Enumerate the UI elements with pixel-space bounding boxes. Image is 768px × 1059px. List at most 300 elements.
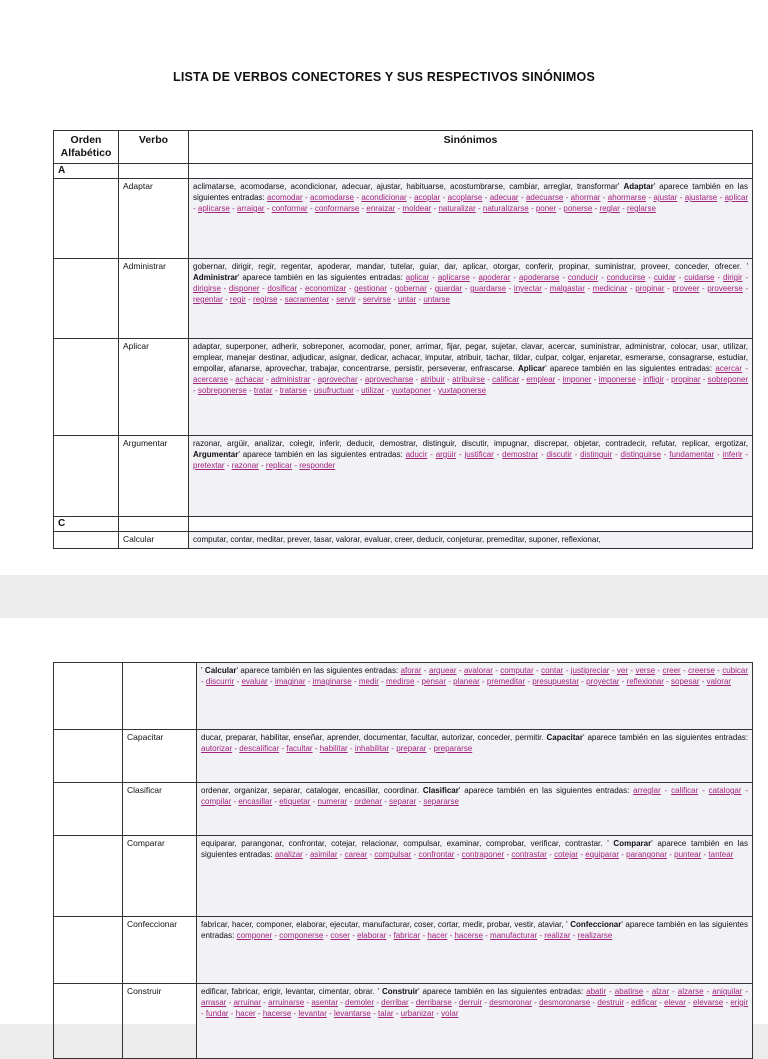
- synonym-link[interactable]: ajustar: [653, 193, 678, 202]
- link-separator: -: [504, 850, 512, 859]
- synonym-link[interactable]: equiparar: [585, 850, 620, 859]
- synonym-link[interactable]: regirse: [253, 295, 278, 304]
- synonym-link[interactable]: planear: [453, 677, 480, 686]
- letter-row: [54, 164, 753, 179]
- synonym-link[interactable]: autorizar: [201, 744, 233, 753]
- synonym-link[interactable]: derribarse: [415, 998, 452, 1007]
- synonym-link[interactable]: demostrar: [502, 450, 539, 459]
- order-cell: [54, 730, 123, 783]
- synonym-link[interactable]: ajustarse: [684, 193, 718, 202]
- synonym-link[interactable]: guardarse: [470, 284, 507, 293]
- synonym-link[interactable]: aplicar: [405, 273, 430, 282]
- link-separator: -: [525, 677, 533, 686]
- link-separator: -: [224, 461, 232, 470]
- link-separator: -: [411, 850, 419, 859]
- synonym-link[interactable]: separarse: [423, 797, 459, 806]
- synonym-link[interactable]: aforar: [400, 666, 422, 675]
- synonym-link[interactable]: levantarse: [333, 1009, 371, 1018]
- synonym-link[interactable]: dosificar: [267, 284, 298, 293]
- synonym-link[interactable]: proyectar: [586, 677, 620, 686]
- synonym-link[interactable]: dirigir: [722, 273, 743, 282]
- verb-cell: Administrar: [119, 259, 189, 339]
- synonyms-cell: [197, 917, 753, 984]
- synonym-link[interactable]: untar: [397, 295, 417, 304]
- synonym-link[interactable]: guardar: [434, 284, 463, 293]
- synonym-link[interactable]: servir: [336, 295, 356, 304]
- synonym-link[interactable]: derruir: [459, 998, 483, 1007]
- link-separator: -: [193, 386, 198, 395]
- synonym-link[interactable]: ordenar: [354, 797, 382, 806]
- link-separator: -: [347, 744, 355, 753]
- synonym-link[interactable]: realizar: [544, 931, 571, 940]
- link-separator: -: [609, 666, 617, 675]
- link-separator: -: [533, 666, 542, 675]
- link-separator: -: [510, 273, 519, 282]
- synonym-link[interactable]: atribuirse: [452, 375, 485, 384]
- synonym-link[interactable]: manufacturar: [490, 931, 538, 940]
- link-separator: -: [590, 998, 598, 1007]
- synonym-link[interactable]: cuidarse: [684, 273, 715, 282]
- synonym-link[interactable]: acercar: [715, 364, 743, 373]
- synonym-link[interactable]: arruinarse: [268, 998, 305, 1007]
- link-separator: -: [416, 295, 424, 304]
- synonym-link[interactable]: etiquetar: [279, 797, 311, 806]
- verb-bold: Argumentar: [193, 450, 239, 459]
- synonym-link[interactable]: elaborar: [357, 931, 387, 940]
- link-separator: -: [578, 677, 587, 686]
- link-separator: -: [660, 786, 672, 795]
- synonym-link[interactable]: elevar: [664, 998, 686, 1007]
- link-separator: -: [413, 375, 421, 384]
- link-separator: -: [635, 375, 644, 384]
- synonym-link[interactable]: premeditar: [486, 677, 526, 686]
- letter-cell: A: [54, 164, 119, 179]
- link-separator: -: [546, 850, 555, 859]
- link-separator: -: [272, 797, 280, 806]
- link-separator: -: [667, 850, 675, 859]
- link-separator: -: [563, 193, 571, 202]
- synonym-link[interactable]: ahormar: [570, 193, 601, 202]
- synonym-link[interactable]: regir: [229, 295, 246, 304]
- synonym-link[interactable]: dirigirse: [193, 284, 222, 293]
- synonym-link[interactable]: untarse: [423, 295, 450, 304]
- link-separator: -: [492, 666, 501, 675]
- synonym-link[interactable]: inferir: [722, 450, 743, 459]
- synonym-link[interactable]: hacerse: [454, 931, 483, 940]
- synonym-link[interactable]: yuxtaponerse: [438, 386, 487, 395]
- empty-cell: [189, 517, 753, 532]
- synonym-link[interactable]: cuidar: [653, 273, 676, 282]
- synonym-link[interactable]: propinar: [671, 375, 701, 384]
- table-row: [54, 179, 753, 259]
- synonym-link[interactable]: descalificar: [239, 744, 280, 753]
- synonym-link[interactable]: elevarse: [692, 998, 724, 1007]
- synonym-link[interactable]: conformar: [271, 204, 308, 213]
- link-separator: -: [193, 204, 198, 213]
- verb-bold: Clasificar: [422, 786, 459, 795]
- link-separator: -: [426, 284, 435, 293]
- synonym-link[interactable]: levantar: [298, 1009, 327, 1018]
- synonym-link[interactable]: abatirse: [614, 987, 644, 996]
- synonym-link[interactable]: numerar: [317, 797, 348, 806]
- synonym-link[interactable]: atribuir: [420, 375, 445, 384]
- synonym-link[interactable]: infligir: [643, 375, 664, 384]
- link-separator: -: [456, 666, 464, 675]
- link-separator: -: [292, 461, 300, 470]
- synonym-link[interactable]: hacer: [235, 1009, 256, 1018]
- synonyms-text: adaptar, superponer, adherir, sobreponer, acomodar, poner, arrimar, fijar, pegar, sujetar, clavar, acercar, suministrar, administrar, colocar, usar, utilizar, emplear, manejar destinar, adjudicar, asignar, dedicar, achacar, imputar, atribuir, tachar, tildar, culpar, colgar, enjaretar, esmerarse, consagrarse, estudiar, empollar, afanarse, aprovechar, trabajar, concentrarse, persistir, perseverar, enfrascarse.: [193, 342, 748, 373]
- synonym-link[interactable]: compulsar: [374, 850, 412, 859]
- synonym-link[interactable]: sobreponer: [707, 375, 749, 384]
- synonym-link[interactable]: contar: [541, 666, 564, 675]
- link-separator: -: [742, 987, 749, 996]
- verb-cell: Confeccionar: [123, 917, 197, 984]
- link-separator: -: [338, 998, 346, 1007]
- synonym-link[interactable]: compilar: [201, 797, 232, 806]
- synonym-link[interactable]: avalorar: [463, 666, 493, 675]
- synonyms-table-page-1: [53, 130, 753, 549]
- synonym-link[interactable]: arrasar: [201, 998, 227, 1007]
- synonyms-text: fabricar, hacer, componer, elaborar, ejecutar, manufacturar, coser, cortar, medir, probar, vestir, ataviar, ': [201, 920, 571, 929]
- link-separator: -: [446, 677, 454, 686]
- synonym-link[interactable]: acondicionar: [361, 193, 407, 202]
- link-separator: -: [677, 193, 685, 202]
- synonym-link[interactable]: contrastar: [511, 850, 547, 859]
- synonym-link[interactable]: asimilar: [309, 850, 338, 859]
- link-separator: -: [431, 204, 439, 213]
- synonym-link[interactable]: justipreciar: [570, 666, 610, 675]
- synonym-link[interactable]: sacramentar: [284, 295, 330, 304]
- synonym-link[interactable]: propinar: [635, 284, 665, 293]
- synonym-link[interactable]: medirse: [385, 677, 415, 686]
- synonyms-text: computar, contar, meditar, prever, tasar, valorar, evaluar, creer, deducir, conjeturar, premeditar, suponer, reflexionar,: [193, 535, 601, 544]
- synonym-link[interactable]: catalogar: [708, 786, 742, 795]
- synonym-link[interactable]: creer: [662, 666, 681, 675]
- synonym-link[interactable]: asentar: [311, 998, 338, 1007]
- synonym-link[interactable]: volar: [441, 1009, 459, 1018]
- synonym-link[interactable]: talar: [378, 1009, 394, 1018]
- synonyms-text: ordenar, organizar, separar, catalogar, encasillar, coordinar.: [201, 786, 423, 795]
- link-separator: -: [302, 850, 310, 859]
- synonym-link[interactable]: erigir: [730, 998, 749, 1007]
- synonym-link[interactable]: discutir: [546, 450, 572, 459]
- synonym-link[interactable]: acercarse: [193, 375, 229, 384]
- synonym-link[interactable]: preparar: [396, 744, 427, 753]
- link-separator: -: [645, 273, 654, 282]
- link-separator: -: [326, 1009, 334, 1018]
- synonym-link[interactable]: moldear: [402, 204, 432, 213]
- synonym-link[interactable]: computar: [500, 666, 534, 675]
- synonym-link[interactable]: hacerse: [262, 1009, 292, 1018]
- synonym-link[interactable]: disponer: [228, 284, 260, 293]
- synonym-link[interactable]: utilizar: [361, 386, 385, 395]
- synonym-link[interactable]: valorar: [706, 677, 732, 686]
- link-separator: -: [346, 284, 355, 293]
- synonym-link[interactable]: reflexionar: [626, 677, 664, 686]
- link-separator: -: [359, 204, 367, 213]
- synonym-link[interactable]: naturalizarse: [482, 204, 529, 213]
- synonyms-cell: [189, 339, 753, 436]
- synonym-link[interactable]: creerse: [688, 666, 715, 675]
- link-separator: -: [367, 850, 375, 859]
- synonym-link[interactable]: pretextar: [193, 461, 225, 470]
- synonym-link[interactable]: proveer: [672, 284, 700, 293]
- link-separator: -: [559, 273, 568, 282]
- link-separator: -: [297, 284, 305, 293]
- link-separator: -: [378, 677, 386, 686]
- link-separator: -: [742, 284, 749, 293]
- link-separator: -: [231, 797, 239, 806]
- synonym-link[interactable]: malgastar: [549, 284, 585, 293]
- synonyms-text: ': [201, 666, 205, 675]
- synonym-link[interactable]: ver: [616, 666, 629, 675]
- synonym-link[interactable]: alzarse: [677, 987, 704, 996]
- synonym-link[interactable]: pensar: [421, 677, 447, 686]
- synonym-link[interactable]: edificar: [631, 998, 657, 1007]
- link-separator: -: [591, 375, 599, 384]
- link-separator: -: [742, 364, 748, 373]
- synonym-link[interactable]: economizar: [304, 284, 347, 293]
- link-separator: -: [541, 284, 550, 293]
- synonym-link[interactable]: conformarse: [314, 204, 360, 213]
- synonym-link[interactable]: distinguir: [580, 450, 613, 459]
- entries-intro: ' aparece también en las siguientes entradas:: [201, 839, 748, 859]
- synonym-link[interactable]: aducir: [405, 450, 428, 459]
- link-separator: -: [714, 666, 723, 675]
- link-separator: -: [456, 450, 465, 459]
- synonym-link[interactable]: administrar: [270, 375, 311, 384]
- link-separator: -: [578, 850, 586, 859]
- link-separator: -: [279, 744, 287, 753]
- synonym-link[interactable]: yuxtaponer: [391, 386, 431, 395]
- link-separator: -: [353, 386, 362, 395]
- synonym-link[interactable]: proveerse: [707, 284, 743, 293]
- link-separator: -: [255, 1009, 263, 1018]
- link-separator: -: [323, 931, 331, 940]
- synonym-link[interactable]: demoler: [345, 998, 375, 1007]
- synonym-link[interactable]: inyectar: [513, 284, 542, 293]
- link-separator: -: [555, 375, 563, 384]
- link-separator: -: [272, 386, 280, 395]
- synonym-link[interactable]: aplicarse: [437, 273, 470, 282]
- link-separator: -: [310, 797, 318, 806]
- synonym-link[interactable]: confrontar: [418, 850, 455, 859]
- synonym-link[interactable]: facultar: [286, 744, 313, 753]
- link-separator: -: [698, 786, 709, 795]
- header-sinonimos: Sinónimos: [189, 131, 753, 164]
- link-separator: -: [475, 204, 483, 213]
- synonym-link[interactable]: sobreponerse: [197, 386, 247, 395]
- link-separator: -: [426, 744, 434, 753]
- synonym-link[interactable]: arruinar: [233, 998, 262, 1007]
- synonym-link[interactable]: gobernar: [394, 284, 427, 293]
- empty-cell: [189, 164, 753, 179]
- synonym-link[interactable]: imaginar: [274, 677, 306, 686]
- synonyms-table-page-2: [53, 662, 753, 1059]
- synonym-link[interactable]: destruir: [597, 998, 625, 1007]
- synonym-link[interactable]: evaluar: [241, 677, 268, 686]
- table-body-2: [54, 663, 753, 1059]
- synonym-link[interactable]: argüir: [435, 450, 457, 459]
- synonym-link[interactable]: responder: [299, 461, 336, 470]
- link-separator: -: [414, 677, 422, 686]
- synonym-link[interactable]: conducirse: [606, 273, 646, 282]
- synonym-link[interactable]: usufructuar: [313, 386, 354, 395]
- synonym-link[interactable]: aprovechar: [317, 375, 358, 384]
- synonym-link[interactable]: habilitar: [319, 744, 348, 753]
- synonym-link[interactable]: calificar: [671, 786, 699, 795]
- synonym-link[interactable]: tantear: [708, 850, 734, 859]
- synonym-link[interactable]: calificar: [492, 375, 520, 384]
- synonym-link[interactable]: derribar: [381, 998, 409, 1007]
- synonym-link[interactable]: regentar: [193, 295, 223, 304]
- verb-cell: Capacitar: [123, 730, 197, 783]
- link-separator: -: [482, 931, 491, 940]
- synonym-link[interactable]: coser: [330, 931, 350, 940]
- link-separator: -: [663, 677, 672, 686]
- entries-intro: ' aparece también en las siguientes entradas:: [458, 786, 634, 795]
- link-separator: -: [592, 204, 600, 213]
- synonym-link[interactable]: imponer: [562, 375, 592, 384]
- synonym-link[interactable]: abatir: [586, 987, 607, 996]
- synonym-link[interactable]: emplear: [526, 375, 556, 384]
- synonym-link[interactable]: puntear: [674, 850, 702, 859]
- synonym-link[interactable]: arreglar: [633, 786, 661, 795]
- synonym-link[interactable]: desmoronarse: [539, 998, 591, 1007]
- synonym-link[interactable]: hacer: [427, 931, 448, 940]
- link-separator: -: [389, 744, 397, 753]
- synonym-link[interactable]: ahormarse: [607, 193, 647, 202]
- link-separator: -: [600, 193, 608, 202]
- link-separator: -: [306, 386, 314, 395]
- synonym-link[interactable]: fundar: [205, 1009, 229, 1018]
- link-separator: -: [201, 677, 206, 686]
- synonym-link[interactable]: reglarse: [627, 204, 656, 213]
- link-separator: -: [538, 450, 547, 459]
- synonyms-cell: [197, 730, 753, 783]
- link-separator: -: [261, 998, 269, 1007]
- synonym-link[interactable]: poner: [535, 204, 557, 213]
- link-separator: -: [700, 375, 708, 384]
- synonym-link[interactable]: verse: [635, 666, 656, 675]
- synonyms-text: edificar, fabricar, erigir, levantar, cimentar, obrar. ': [201, 987, 383, 996]
- link-separator: -: [570, 931, 578, 940]
- synonym-link[interactable]: justificar: [464, 450, 494, 459]
- link-separator: -: [307, 204, 315, 213]
- synonym-link[interactable]: sopesar: [671, 677, 700, 686]
- synonym-link[interactable]: urbanizar: [400, 1009, 435, 1018]
- synonym-link[interactable]: inhabilitar: [354, 744, 390, 753]
- synonym-link[interactable]: prepararse: [433, 744, 473, 753]
- synonym-link[interactable]: medir: [358, 677, 379, 686]
- synonym-link[interactable]: razonar: [231, 461, 259, 470]
- synonym-link[interactable]: imaginarse: [312, 677, 352, 686]
- synonym-link[interactable]: reglar: [599, 204, 620, 213]
- synonym-link[interactable]: replicar: [265, 461, 293, 470]
- synonym-link[interactable]: acomodar: [267, 193, 303, 202]
- synonym-link[interactable]: tratarse: [279, 386, 307, 395]
- link-separator: -: [337, 850, 345, 859]
- synonym-link[interactable]: tratar: [253, 386, 273, 395]
- synonym-link[interactable]: fabricar: [393, 931, 421, 940]
- table-row: [54, 836, 753, 917]
- link-separator: -: [714, 450, 723, 459]
- synonym-link[interactable]: aniquilar: [712, 987, 743, 996]
- synonym-link[interactable]: cotejar: [554, 850, 579, 859]
- synonym-link[interactable]: fundamentar: [669, 450, 715, 459]
- link-separator: -: [519, 375, 527, 384]
- synonym-link[interactable]: apoderarse: [518, 273, 560, 282]
- verb-bold: Confeccionar: [570, 920, 622, 929]
- entries-intro: ' aparece también en las siguientes entradas:: [237, 273, 406, 282]
- synonym-link[interactable]: enraizar: [366, 204, 396, 213]
- link-separator: -: [416, 797, 424, 806]
- link-separator: -: [451, 998, 459, 1007]
- synonym-link[interactable]: cubicar: [722, 666, 749, 675]
- synonyms-text: gobernar, dirigir, regir, regentar, apoderar, mandar, tutelar, guiar, dar, aplicar, otorgar, conferir, propinar, suministrar, proveer, conceder, ofrecer. ': [193, 262, 748, 271]
- link-separator: -: [669, 987, 678, 996]
- synonym-link[interactable]: achacar: [235, 375, 264, 384]
- synonym-link[interactable]: realizarse: [577, 931, 613, 940]
- link-separator: -: [406, 193, 415, 202]
- synonym-link[interactable]: desmoronar: [489, 998, 532, 1007]
- synonym-link[interactable]: naturalizar: [438, 204, 476, 213]
- link-separator: -: [646, 193, 654, 202]
- synonym-link[interactable]: alzar: [651, 987, 670, 996]
- synonym-link[interactable]: aplicar: [724, 193, 749, 202]
- synonym-link[interactable]: adecuarse: [525, 193, 564, 202]
- synonym-link[interactable]: arraigar: [237, 204, 265, 213]
- synonym-link[interactable]: carear: [344, 850, 368, 859]
- synonym-link[interactable]: imponerse: [598, 375, 636, 384]
- synonym-link[interactable]: ponerse: [563, 204, 593, 213]
- table-row: [54, 532, 753, 549]
- synonym-link[interactable]: acoplar: [414, 193, 441, 202]
- synonym-link[interactable]: medicinar: [592, 284, 628, 293]
- synonym-link[interactable]: gestionar: [354, 284, 388, 293]
- synonym-link[interactable]: encasillar: [238, 797, 273, 806]
- synonym-link[interactable]: componer: [236, 931, 273, 940]
- synonym-link[interactable]: acomodarse: [309, 193, 354, 202]
- link-separator: -: [329, 295, 337, 304]
- synonym-link[interactable]: componerse: [279, 931, 324, 940]
- synonym-link[interactable]: analizar: [274, 850, 303, 859]
- link-separator: -: [245, 295, 254, 304]
- synonym-link[interactable]: distinguirse: [620, 450, 661, 459]
- synonym-link[interactable]: adecuar: [489, 193, 519, 202]
- link-separator: -: [304, 998, 312, 1007]
- synonym-link[interactable]: separar: [389, 797, 417, 806]
- synonym-link[interactable]: aprovecharse: [364, 375, 414, 384]
- synonym-link[interactable]: conducir: [567, 273, 599, 282]
- synonym-link[interactable]: servirse: [362, 295, 391, 304]
- synonym-link[interactable]: apoderar: [478, 273, 511, 282]
- synonym-link[interactable]: presupuestar: [532, 677, 579, 686]
- synonym-link[interactable]: parangonar: [626, 850, 668, 859]
- link-separator: -: [427, 450, 436, 459]
- synonym-link[interactable]: contraponer: [461, 850, 505, 859]
- link-separator: -: [606, 987, 615, 996]
- synonym-link[interactable]: discurrir: [205, 677, 235, 686]
- synonym-link[interactable]: arquear: [428, 666, 457, 675]
- synonyms-cell: [197, 783, 753, 836]
- synonym-link[interactable]: aplicarse: [197, 204, 230, 213]
- link-separator: -: [714, 273, 723, 282]
- entries-intro: ' aparece también en las siguientes entradas:: [236, 666, 401, 675]
- synonym-link[interactable]: acoplarse: [447, 193, 483, 202]
- link-separator: -: [228, 375, 236, 384]
- order-cell: [54, 663, 123, 730]
